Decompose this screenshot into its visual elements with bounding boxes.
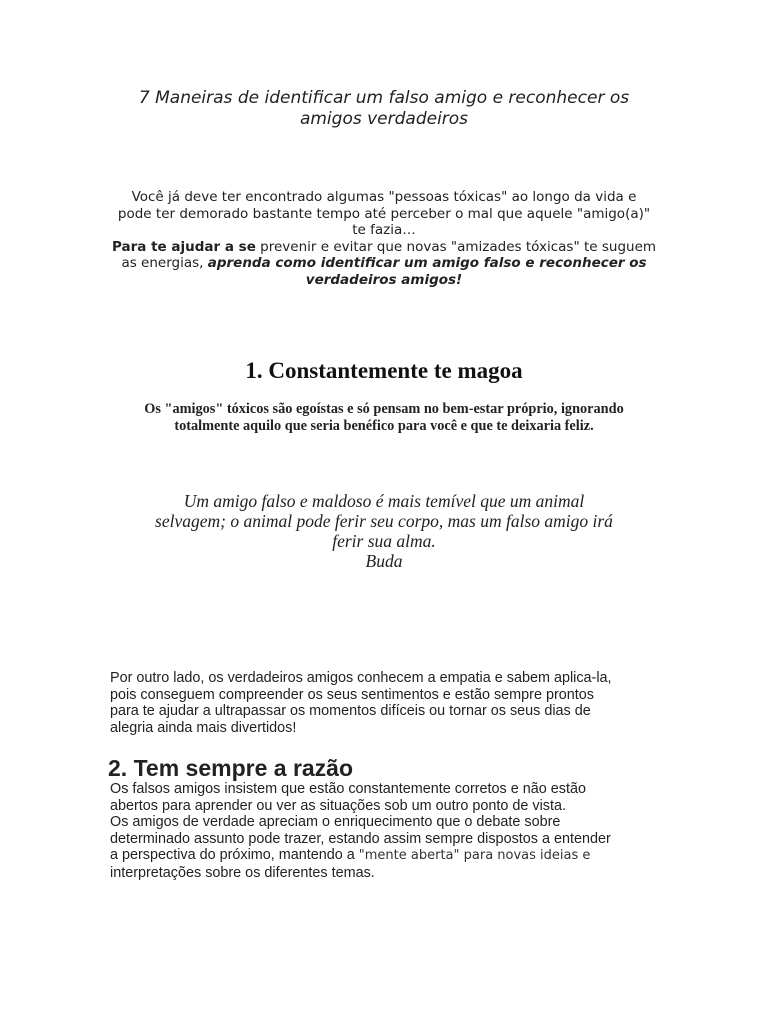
section-2-heading: 2. Tem sempre a razão bbox=[108, 755, 354, 781]
true-friends-paragraph bbox=[110, 670, 670, 736]
true-friends-line-3: para te ajudar a ultrapassar os momentos difíceis ou tornar os seus dias de bbox=[110, 703, 591, 720]
quote-line-2: selvagem; o animal pode ferir seu corpo, mas um falso amigo irá bbox=[155, 511, 613, 531]
title-line-2: amigos verdadeiros bbox=[299, 109, 469, 129]
intro-line-5-start: as energias, bbox=[121, 255, 208, 271]
section-1-heading: 1. Constantemente te magoa bbox=[245, 358, 523, 383]
section-2-line-6: interpretações sobre os diferentes temas. bbox=[110, 864, 375, 881]
quote-author: Buda bbox=[365, 551, 403, 571]
section-2-line-5-start: a perspectiva do próximo, mantendo a bbox=[110, 847, 359, 864]
document-title bbox=[100, 88, 668, 130]
quote-line-1: Um amigo falso e maldoso é mais temível que um animal bbox=[183, 491, 585, 511]
intro-bold-lead: Para te ajudar a se bbox=[111, 238, 256, 255]
quote-line-3: ferir sua alma. bbox=[332, 531, 436, 551]
section-2-line-5-styled: "mente aberta" para novas ideias e bbox=[358, 848, 591, 864]
true-friends-line-2: pois conseguem compreender os seus sentimentos e estão sempre prontos bbox=[110, 686, 594, 703]
title-line-1: 7 Maneiras de identificar um falso amigo e reconhecer os bbox=[138, 88, 630, 108]
section-2-line-3: Os amigos de verdade apreciam o enriquecimento que o debate sobre bbox=[110, 814, 561, 831]
intro-paragraph bbox=[110, 189, 658, 288]
section-1-line-1: Os "amigos" tóxicos são egoístas e só pensam no bem-estar próprio, ignorando bbox=[144, 401, 624, 417]
section-1-line-2: totalmente aquilo que seria benéfico para você e que te deixaria feliz. bbox=[174, 417, 594, 434]
buddha-quote bbox=[110, 491, 658, 571]
intro-line-6-bold: verdadeiros amigos! bbox=[305, 271, 463, 288]
true-friends-line-4: alegria ainda mais divertidos! bbox=[110, 719, 297, 736]
section-2-text bbox=[110, 781, 670, 882]
section-2-line-2: abertos para aprender ou ver as situações sob um outro ponto de vista. bbox=[110, 797, 566, 814]
intro-line-3: te fazia… bbox=[352, 222, 416, 238]
section-2-line-4: determinado assunto pode trazer, estando assim sempre dispostos a entender bbox=[110, 830, 611, 847]
intro-line-5-bold: aprenda como identificar um amigo falso e reconhecer os bbox=[207, 255, 647, 271]
section-2-line-1: Os falsos amigos insistem que estão constantemente corretos e não estão bbox=[110, 781, 586, 797]
section-1-text bbox=[110, 401, 658, 434]
true-friends-line-1: Por outro lado, os verdadeiros amigos conhecem a empatia e sabem aplica-la, bbox=[110, 670, 612, 686]
intro-line-4-rest: prevenir e evitar que novas "amizades tóxicas" te suguem bbox=[255, 238, 657, 255]
intro-line-2: pode ter demorado bastante tempo até perceber o mal que aquele "amigo(a)" bbox=[117, 205, 651, 222]
intro-line-1: Você já deve ter encontrado algumas "pessoas tóxicas" ao longo da vida e bbox=[131, 189, 637, 205]
